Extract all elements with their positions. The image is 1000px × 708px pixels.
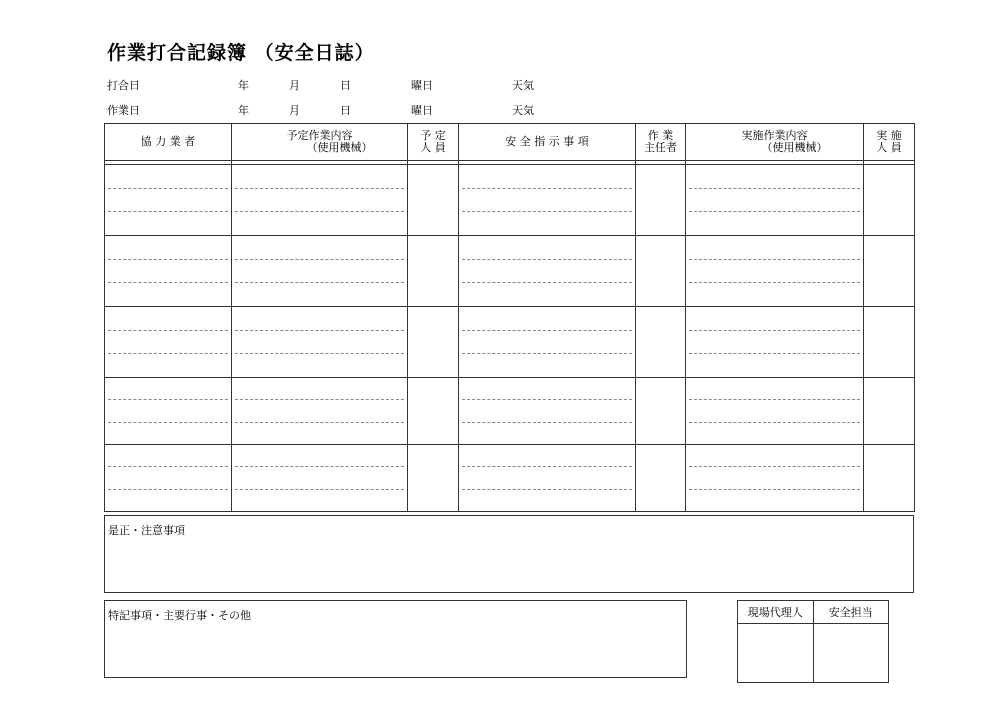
ruled-line [462, 354, 632, 377]
table-cell[interactable] [686, 307, 864, 378]
ruled-lines [459, 165, 635, 235]
table-cell[interactable] [459, 307, 636, 378]
ruled-line [462, 331, 632, 355]
ruled-line [235, 236, 404, 260]
ruled-line [689, 467, 860, 489]
ruled-lines [105, 165, 231, 235]
header-line1: 予定作業内容 [286, 129, 353, 142]
ruled-line [462, 189, 632, 213]
table-cell[interactable] [686, 236, 864, 307]
ruled-line [235, 260, 404, 284]
ruled-lines [105, 378, 231, 444]
correction-notes-box[interactable] [104, 515, 914, 593]
ruled-lines [105, 236, 231, 306]
ruled-line [108, 283, 228, 306]
header-actual-staff [864, 124, 915, 161]
ruled-line [689, 189, 860, 213]
header-line1: 協 力 業 者 [140, 135, 196, 148]
ruled-lines [232, 165, 407, 235]
header-line2: （使用機械） [761, 141, 828, 154]
header-safety-instructions [459, 124, 636, 161]
ruled-line [235, 490, 404, 511]
header-line2: 人 員 [876, 141, 902, 154]
table-row [105, 307, 915, 378]
ruled-line [689, 331, 860, 355]
ruled-line [462, 400, 632, 422]
header-work-chief [636, 124, 686, 161]
table-cell[interactable] [864, 307, 915, 378]
ruled-line [235, 423, 404, 444]
year-label: 年 [238, 104, 249, 117]
ruled-line [108, 236, 228, 260]
table-cell[interactable] [105, 378, 232, 445]
table-cell[interactable] [636, 165, 686, 236]
header-line2: （使用機械） [306, 141, 373, 154]
ruled-line [462, 467, 632, 489]
ruled-line [108, 378, 228, 400]
header-line1: 作 業 [647, 129, 674, 142]
ruled-line [689, 212, 860, 235]
ruled-lines [459, 236, 635, 306]
ruled-line [689, 400, 860, 422]
month-label: 月 [289, 104, 300, 117]
ruled-line [108, 331, 228, 355]
day-label: 日 [340, 79, 351, 92]
table-cell[interactable] [459, 378, 636, 445]
ruled-lines [459, 307, 635, 377]
table-row [105, 165, 915, 236]
ruled-lines [686, 445, 863, 511]
ruled-line [462, 307, 632, 331]
ruled-line [689, 283, 860, 306]
ruled-line [235, 331, 404, 355]
table-cell[interactable] [232, 165, 408, 236]
ruled-line [235, 467, 404, 489]
header-line1: 実 施 [876, 129, 902, 142]
table-row [105, 378, 915, 445]
ruled-line [108, 260, 228, 284]
ruled-line [235, 212, 404, 235]
ruled-line [108, 307, 228, 331]
table-row [105, 445, 915, 512]
table-cell[interactable] [408, 445, 459, 512]
page-title: 作業打合記録簿 （安全日誌） [107, 42, 375, 64]
table-cell[interactable] [105, 236, 232, 307]
weekday-label: 曜日 [411, 104, 433, 117]
ruled-line [462, 165, 632, 189]
ruled-line [235, 445, 404, 467]
header-planned-staff [408, 124, 459, 161]
table-cell[interactable] [864, 378, 915, 445]
ruled-line [689, 236, 860, 260]
table-cell[interactable] [686, 378, 864, 445]
table-cell[interactable] [232, 307, 408, 378]
ruled-lines [232, 378, 407, 444]
special-notes-box[interactable] [104, 600, 687, 678]
safety-officer-header: 安全担当 [813, 601, 889, 624]
ruled-lines [459, 445, 635, 511]
ruled-line [235, 307, 404, 331]
month-label: 月 [289, 79, 300, 92]
table-cell[interactable] [864, 236, 915, 307]
header-contractor [105, 124, 232, 161]
ruled-lines [105, 307, 231, 377]
ruled-line [689, 423, 860, 444]
table-cell[interactable] [105, 165, 232, 236]
correction-notes-label: 是正・注意事項 [108, 524, 185, 537]
table-header-row [105, 124, 915, 161]
work-date-label: 作業日 [107, 104, 140, 117]
table-cell[interactable] [459, 165, 636, 236]
signature-table [737, 600, 889, 683]
site-agent-signature-cell[interactable] [738, 624, 814, 683]
weather-label: 天気 [512, 79, 534, 92]
ruled-lines [232, 236, 407, 306]
ruled-line [108, 354, 228, 377]
weekday-label: 曜日 [411, 79, 433, 92]
ruled-line [462, 445, 632, 467]
table-cell[interactable] [232, 378, 408, 445]
header-line2: 人 員 [420, 141, 446, 154]
meeting-date-label: 打合日 [107, 79, 140, 92]
year-label: 年 [238, 79, 249, 92]
table-body [105, 161, 915, 512]
ruled-line [235, 354, 404, 377]
ruled-line [462, 283, 632, 306]
ruled-line [108, 165, 228, 189]
table-cell[interactable] [408, 307, 459, 378]
safety-officer-signature-cell[interactable] [813, 624, 889, 683]
table-cell[interactable] [686, 165, 864, 236]
table-cell[interactable] [232, 445, 408, 512]
ruled-line [235, 165, 404, 189]
ruled-line [689, 354, 860, 377]
ruled-line [108, 212, 228, 235]
ruled-line [235, 400, 404, 422]
ruled-line [462, 490, 632, 511]
ruled-line [235, 378, 404, 400]
table-cell[interactable] [408, 236, 459, 307]
work-plan-table [104, 123, 915, 512]
ruled-line [462, 378, 632, 400]
ruled-line [462, 260, 632, 284]
header-line2: 主任者 [644, 141, 677, 154]
ruled-line [108, 400, 228, 422]
ruled-line [235, 283, 404, 306]
table-cell[interactable] [636, 445, 686, 512]
ruled-line [689, 307, 860, 331]
ruled-lines [459, 378, 635, 444]
ruled-line [108, 467, 228, 489]
ruled-lines [686, 307, 863, 377]
table-cell[interactable] [232, 236, 408, 307]
table-cell[interactable] [459, 445, 636, 512]
header-line1: 安 全 指 示 事 項 [505, 135, 589, 148]
table-cell[interactable] [864, 445, 915, 512]
ruled-line [462, 212, 632, 235]
ruled-line [108, 445, 228, 467]
ruled-line [235, 189, 404, 213]
ruled-lines [686, 236, 863, 306]
ruled-lines [686, 378, 863, 444]
ruled-line [108, 490, 228, 511]
table-cell[interactable] [408, 165, 459, 236]
header-actual-work [686, 124, 864, 161]
ruled-line [462, 236, 632, 260]
table-cell[interactable] [459, 236, 636, 307]
site-agent-header: 現場代理人 [738, 601, 814, 624]
ruled-line [462, 423, 632, 444]
table-cell[interactable] [864, 165, 915, 236]
ruled-line [689, 165, 860, 189]
table-cell[interactable] [686, 445, 864, 512]
ruled-line [689, 490, 860, 511]
header-line1: 予 定 [420, 129, 446, 142]
header-planned-work [232, 124, 408, 161]
table-cell[interactable] [636, 236, 686, 307]
table-row [105, 236, 915, 307]
ruled-line [108, 189, 228, 213]
weather-label: 天気 [512, 104, 534, 117]
table-cell[interactable] [105, 307, 232, 378]
ruled-line [689, 445, 860, 467]
table-cell[interactable] [636, 378, 686, 445]
day-label: 日 [340, 104, 351, 117]
ruled-lines [105, 445, 231, 511]
ruled-line [689, 260, 860, 284]
ruled-lines [232, 307, 407, 377]
ruled-lines [686, 165, 863, 235]
header-line1: 実施作業内容 [741, 129, 808, 142]
table-cell[interactable] [636, 307, 686, 378]
special-notes-label: 特記事項・主要行事・その他 [108, 609, 251, 622]
ruled-lines [232, 445, 407, 511]
table-cell[interactable] [105, 445, 232, 512]
ruled-line [689, 378, 860, 400]
ruled-line [108, 423, 228, 444]
table-cell[interactable] [408, 378, 459, 445]
